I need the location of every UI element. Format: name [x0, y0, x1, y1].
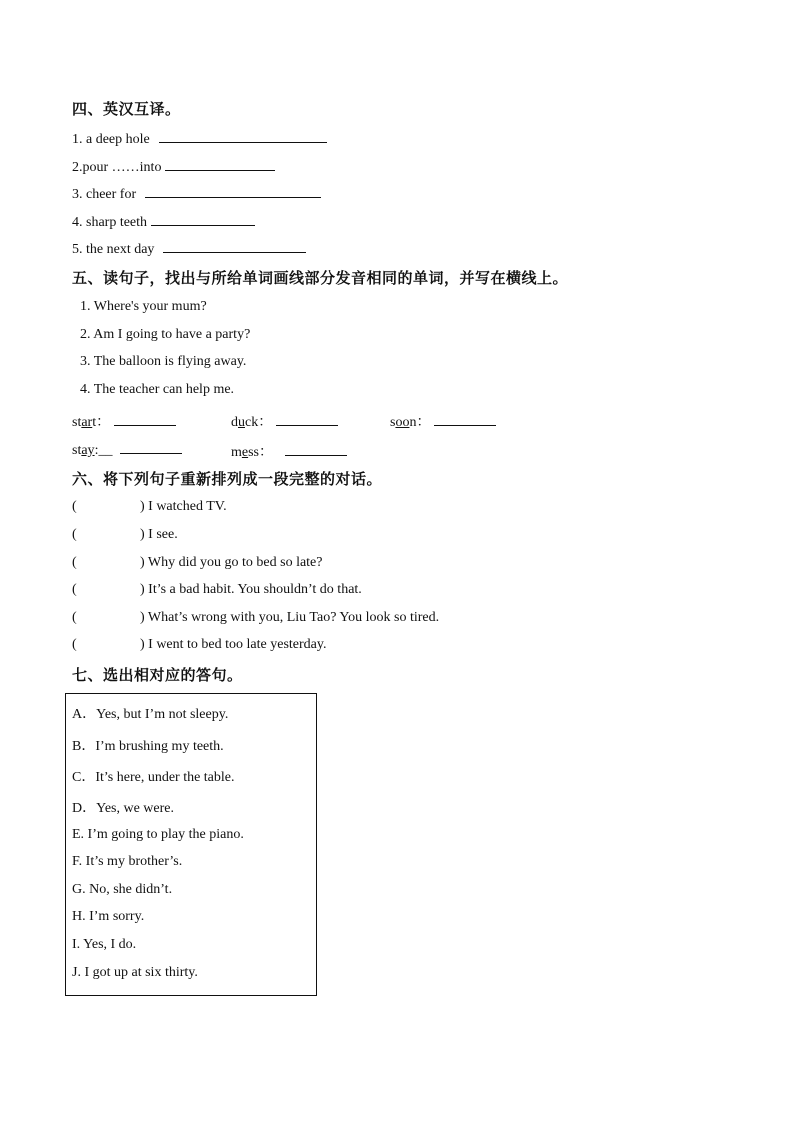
word-part: st	[72, 443, 82, 458]
question-4-3	[72, 185, 321, 203]
answer-blank[interactable]	[145, 185, 321, 198]
word-part: d	[231, 415, 238, 430]
dialogue-line: ) I went to bed too late yesterday.	[140, 637, 327, 652]
section-5-title: 五、读句子，找出与所给单词画线部分发音相同的单词，并写在横线上。	[72, 269, 569, 287]
order-paren-open[interactable]: (	[72, 499, 77, 514]
question-4-1	[72, 130, 327, 148]
order-paren-open[interactable]: (	[72, 582, 77, 597]
answer-blank[interactable]	[165, 158, 275, 171]
word-part: t：	[92, 415, 111, 430]
answer-blank[interactable]	[159, 130, 327, 143]
underlined-sound: ay	[81, 443, 95, 458]
word-part: ck：	[245, 415, 273, 430]
option-g: G. No, she didn’t.	[72, 882, 173, 897]
sentence-5-3: 3. The balloon is flying away.	[80, 354, 247, 369]
option-e: E. I’m going to play the piano.	[72, 827, 244, 842]
dialogue-line: ) What’s wrong with you, Liu Tao? You look so tired.	[140, 610, 440, 625]
word-stay	[72, 441, 182, 459]
question-text: 3. cheer for	[72, 187, 137, 202]
order-paren-open[interactable]: (	[72, 527, 77, 542]
order-paren-open[interactable]: (	[72, 610, 77, 625]
question-text: 4. sharp teeth	[72, 215, 148, 230]
sentence-5-2: 2. Am I going to have a party?	[80, 327, 251, 342]
word-soon	[390, 411, 496, 431]
word-part: n：	[409, 415, 431, 430]
underlined-sound: oo	[395, 415, 410, 430]
answer-blank[interactable]	[285, 443, 347, 456]
answer-blank[interactable]	[114, 413, 176, 426]
underlined-sound: e	[241, 445, 249, 460]
option-h: H. I’m sorry.	[72, 909, 145, 924]
word-part: :__	[94, 443, 113, 458]
option-a: A．Yes, but I’m not sleepy.	[72, 707, 229, 722]
question-4-5	[72, 240, 306, 258]
answer-blank[interactable]	[276, 413, 338, 426]
answer-blank[interactable]	[151, 213, 255, 226]
section-6-title: 六、将下列句子重新排列成一段完整的对话。	[72, 470, 383, 488]
answer-blank[interactable]	[163, 240, 306, 253]
option-d: D．Yes, we were.	[72, 801, 175, 816]
word-part: ss：	[248, 445, 274, 460]
answer-blank[interactable]	[434, 413, 496, 426]
question-text: 2.pour ……into	[72, 160, 162, 175]
option-b: B．I’m brushing my teeth.	[72, 739, 224, 754]
option-j: J. I got up at six thirty.	[72, 965, 198, 980]
option-c: C．It’s here, under the table.	[72, 770, 235, 785]
question-4-2	[72, 158, 275, 176]
question-4-4	[72, 213, 255, 231]
word-part: st	[72, 415, 82, 430]
word-part: s	[390, 415, 396, 430]
word-part: m	[231, 445, 242, 460]
section-4-title: 四、英汉互译。	[72, 100, 181, 118]
underlined-sound: ar	[81, 415, 93, 430]
word-duck	[231, 411, 338, 431]
word-mess	[231, 441, 347, 461]
word-start	[72, 411, 176, 431]
answer-blank[interactable]	[120, 441, 182, 454]
section-7-title: 七、选出相对应的答句。	[72, 666, 243, 684]
dialogue-line: ) I see.	[140, 527, 178, 542]
option-i: I. Yes, I do.	[72, 937, 137, 952]
sentence-5-1: 1. Where's your mum?	[80, 299, 207, 314]
sentence-5-4: 4. The teacher can help me.	[80, 382, 235, 397]
order-paren-open[interactable]: (	[72, 555, 77, 570]
option-f: F. It’s my brother’s.	[72, 854, 183, 869]
underlined-sound: u	[238, 415, 245, 430]
dialogue-line: ) Why did you go to bed so late?	[140, 555, 323, 570]
dialogue-line: ) It’s a bad habit. You shouldn’t do that.	[140, 582, 362, 597]
order-paren-open[interactable]: (	[72, 637, 77, 652]
question-text: 5. the next day	[72, 242, 155, 257]
question-text: 1. a deep hole	[72, 132, 150, 147]
dialogue-line: ) I watched TV.	[140, 499, 227, 514]
